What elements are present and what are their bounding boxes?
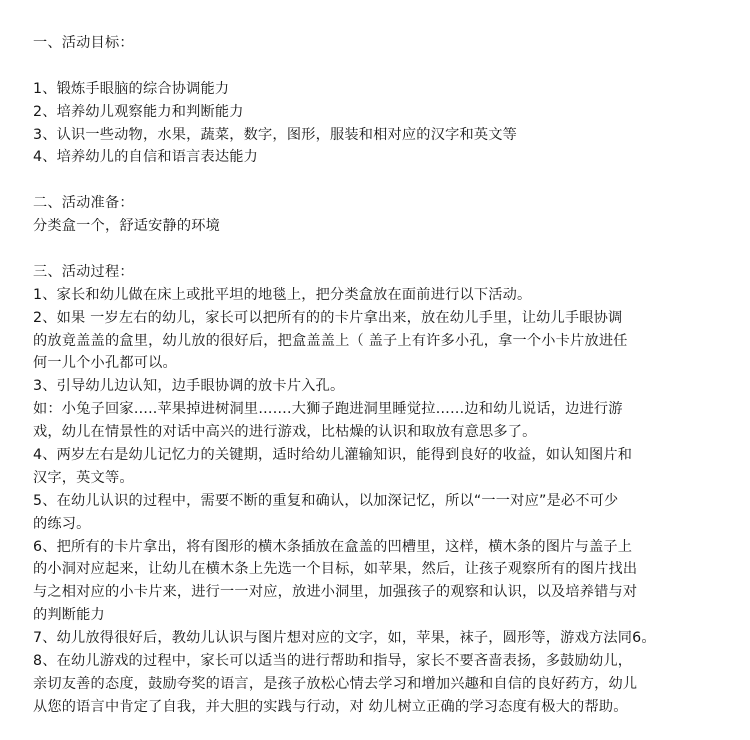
process-line: 汉字，英文等。 [33,469,134,486]
section-heading-preparation: 二、活动准备： [33,195,134,212]
process-line: 的判断能力 [33,607,105,624]
spacer [33,238,745,261]
process-line: 6、把所有的卡片拿出，将有图形的横木条插放在盒盖的凹槽里，这样，横木条的图片与盖子上 [33,538,633,555]
process-line: 7、幼儿放得很好后，教幼儿认识与图片想对应的文字，如，苹果，袜子，圆形等，游戏方法同6。 [33,630,656,647]
spacer [33,55,745,78]
process-line: 3、引导幼儿边认知，边手眼协调的放卡片入孔。 [33,378,345,395]
section-heading-process: 三、活动过程： [33,263,134,280]
goal-item: 1、锻炼手眼脑的综合协调能力 [33,80,230,97]
process-line: 的放竟盖盖的盒里，幼儿放的很好后，把盒盖盖上（ 盖子上有许多小孔，拿一个小卡片放进任 [33,332,628,349]
process-line: 8、在幼儿游戏的过程中，家长可以适当的进行帮助和指导，家长不要吝啬表扬，多鼓励幼儿， [33,653,633,670]
process-line: 的小洞对应起来，让幼儿在横木条上先选一个目标，如苹果，然后，让孩子观察所有的图片找出 [33,561,638,578]
process-line: 从您的语言中肯定了自我，并大胆的实践与行动，对 幼儿树立正确的学习态度有极大的帮助。 [33,698,628,715]
process-line: 何一儿个小孔都可以。 [33,355,177,372]
process-line: 4、两岁左右是幼儿记忆力的关键期，适时给幼儿灌输知识，能得到良好的收益，如认知图片和 [33,447,633,464]
section-heading-goals: 一、活动目标： [33,35,134,51]
process-line: 1、家长和幼儿做在床上或批平坦的地毯上，把分类盒放在面前进行以下活动。 [33,286,532,303]
process-line: 5、在幼儿认识的过程中，需要不断的重复和确认，以加深记忆，所以“一一对应”是必不可少 [33,492,619,509]
process-line: 的练习。 [33,515,91,532]
goal-item: 3、认识一些动物，水果，蔬菜，数字，图形，服装和相对应的汉字和英文等 [33,126,518,143]
process-line: 戏，幼儿在情景性的对话中高兴的进行游戏，比枯燥的认识和取放有意思多了。 [33,424,537,441]
document-body [33,32,745,719]
goal-item: 2、培养幼儿观察能力和判断能力 [33,103,244,120]
process-line: 如：小兔子回家…..苹果掉进树洞里…….大狮子跑进洞里睡觉拉……边和幼儿说话，边进行游 [33,401,623,418]
goal-item: 4、培养幼儿的自信和语言表达能力 [33,149,259,166]
spacer [33,169,745,192]
preparation-content: 分类盒一个，舒适安静的环境 [33,218,221,235]
process-line: 亲切友善的态度，鼓励夸奖的语言，是孩子放松心情去学习和增加兴趣和自信的良好药方，幼儿 [33,675,638,692]
process-line: 2、如果 一岁左右的幼儿，家长可以把所有的的卡片拿出来，放在幼儿手里，让幼儿手眼协调 [33,309,623,326]
process-line: 与之相对应的小卡片来，进行一一对应，放进小洞里，加强孩子的观察和认识，以及培养错与对 [33,584,638,601]
